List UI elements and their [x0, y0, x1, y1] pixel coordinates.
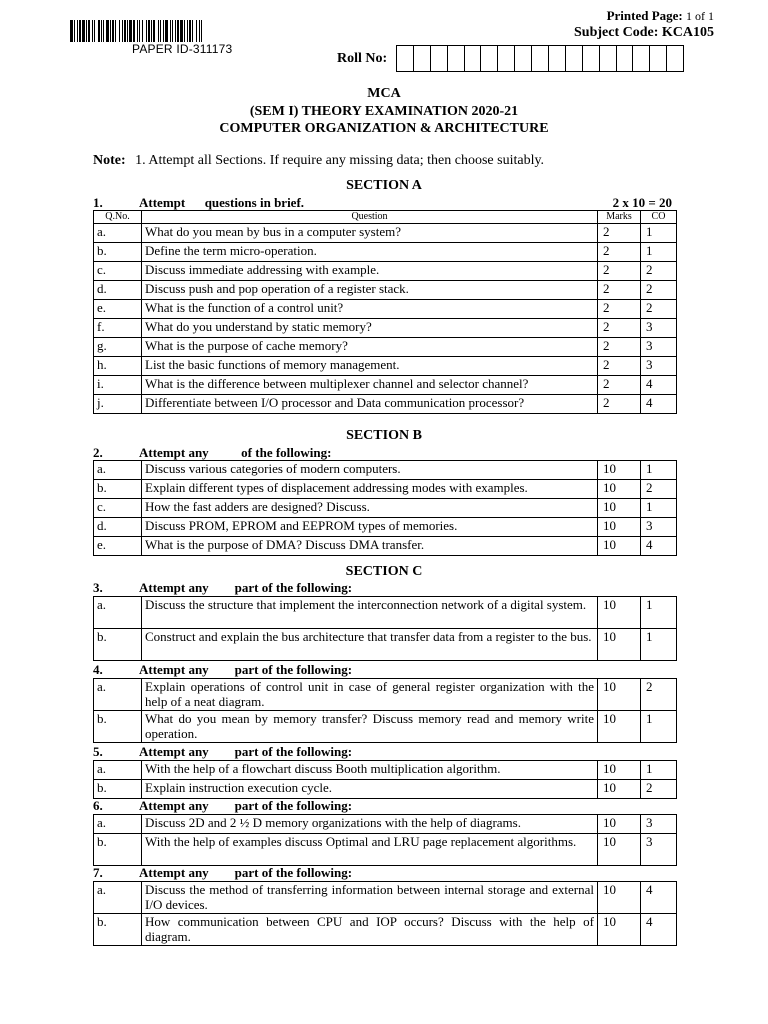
section-b-title: SECTION B: [346, 428, 422, 443]
q-number-cell: j.: [94, 395, 142, 414]
roll-box[interactable]: [497, 45, 515, 72]
roll-box[interactable]: [430, 45, 448, 72]
barcode-bar: [172, 20, 173, 42]
roll-box[interactable]: [616, 45, 634, 72]
co-cell: 3: [641, 518, 677, 537]
roll-box[interactable]: [480, 45, 498, 72]
co-cell: 1: [641, 711, 677, 743]
barcode-bar: [160, 20, 161, 42]
roll-box[interactable]: [396, 45, 414, 72]
program-title: MCA: [367, 86, 401, 101]
col-header-co: CO: [641, 211, 677, 224]
question-text-cell: What is the function of a control unit?: [142, 300, 598, 319]
question-instruction: Attempt any part of the following:: [139, 580, 353, 595]
marks-cell: 2: [598, 243, 641, 262]
section-a-title: SECTION A: [346, 178, 422, 193]
question-text-cell: Discuss various categories of modern computers.: [142, 461, 598, 480]
marks-cell: 10: [598, 882, 641, 914]
q-number-cell: d.: [94, 518, 142, 537]
roll-box[interactable]: [632, 45, 650, 72]
question-text-cell: Discuss the method of transferring information between internal storage and external I/O devices.: [142, 882, 598, 914]
question-row: [94, 319, 677, 338]
col-header-question: Question: [142, 211, 598, 224]
marks-cell: 10: [598, 480, 641, 499]
question-number: 4.: [93, 662, 103, 677]
question-text-cell: Differentiate between I/O processor and Data communication processor?: [142, 395, 598, 414]
question-row: [94, 243, 677, 262]
marks-cell: 10: [598, 461, 641, 480]
co-cell: 2: [641, 480, 677, 499]
roll-box[interactable]: [413, 45, 431, 72]
question-number: 3.: [93, 580, 103, 595]
question-text-cell: What do you mean by memory transfer? Discuss memory read and memory write operation.: [142, 711, 598, 743]
question-row: [94, 882, 677, 914]
question-text-cell: Discuss PROM, EPROM and EEPROM types of memories.: [142, 518, 598, 537]
col-header-qno: Q.No.: [94, 211, 142, 224]
co-cell: 2: [641, 300, 677, 319]
question-row: [94, 262, 677, 281]
marks-cell: 2: [598, 262, 641, 281]
marks-cell: 10: [598, 761, 641, 780]
question-instruction: Attempt any part of the following:: [139, 662, 353, 677]
question-text-cell: What is the difference between multiplexer channel and selector channel?: [142, 376, 598, 395]
question-number: 6.: [93, 798, 103, 813]
marks-cell: 10: [598, 499, 641, 518]
barcode-bar: [196, 20, 197, 42]
question-instruction: Attempt questions in brief.: [139, 195, 305, 210]
question-row: [94, 834, 677, 866]
question-text-cell: What do you mean by bus in a computer system?: [142, 224, 598, 243]
question-number: 5.: [93, 744, 103, 759]
q-number-cell: d.: [94, 281, 142, 300]
question-4-table: [93, 678, 677, 743]
marks-cell: 2: [598, 376, 641, 395]
co-cell: 2: [641, 780, 677, 799]
q-number-cell: a.: [94, 679, 142, 711]
question-7-table: [93, 881, 677, 946]
barcode-bar: [110, 20, 111, 42]
roll-box[interactable]: [514, 45, 532, 72]
roll-box[interactable]: [666, 45, 684, 72]
note: [93, 153, 544, 169]
question-text-cell: What do you understand by static memory?: [142, 319, 598, 338]
barcode-bar: [122, 20, 123, 42]
roll-box[interactable]: [548, 45, 566, 72]
barcode-bar: [148, 20, 150, 42]
q-number-cell: b.: [94, 480, 142, 499]
question-row: [94, 679, 677, 711]
question-row: [94, 761, 677, 780]
q-number-cell: e.: [94, 300, 142, 319]
question-1-heading: [93, 195, 676, 211]
barcode-bar: [129, 20, 132, 42]
barcode-bar: [101, 20, 102, 42]
question-row: [94, 597, 677, 629]
co-cell: 4: [641, 376, 677, 395]
barcode-bar: [119, 20, 120, 42]
question-text-cell: List the basic functions of memory management.: [142, 357, 598, 376]
marks-cell: 10: [598, 711, 641, 743]
question-3-heading: [93, 580, 676, 596]
marks-cell: 10: [598, 780, 641, 799]
roll-number-boxes[interactable]: [397, 45, 684, 72]
section-a-table: [93, 210, 677, 414]
co-cell: 4: [641, 395, 677, 414]
q-number-cell: b.: [94, 914, 142, 946]
barcode-bar: [94, 20, 95, 42]
question-row: [94, 224, 677, 243]
section-c-title: SECTION C: [345, 564, 423, 579]
question-row: [94, 499, 677, 518]
q-number-cell: b.: [94, 780, 142, 799]
q-number-cell: a.: [94, 761, 142, 780]
question-number: 2.: [93, 445, 103, 460]
barcode-bar: [184, 20, 185, 42]
question-row: [94, 537, 677, 556]
roll-box[interactable]: [531, 45, 549, 72]
question-row: [94, 395, 677, 414]
co-cell: 1: [641, 461, 677, 480]
question-instruction: Attempt any part of the following:: [139, 798, 353, 813]
col-header-marks: Marks: [598, 211, 641, 224]
question-3-table: [93, 596, 677, 661]
barcode-bar: [189, 20, 191, 42]
question-6-heading: [93, 798, 676, 814]
question-instruction: Attempt any part of the following:: [139, 865, 353, 880]
question-text-cell: Discuss push and pop operation of a register stack.: [142, 281, 598, 300]
q-number-cell: h.: [94, 357, 142, 376]
question-row: [94, 518, 677, 537]
roll-box[interactable]: [599, 45, 617, 72]
barcode-bar: [201, 20, 202, 42]
barcode-bar: [175, 20, 176, 42]
question-text-cell: Discuss immediate addressing with example.: [142, 262, 598, 281]
roll-number-label: Roll No:: [337, 51, 388, 66]
printed-page: [607, 8, 714, 24]
question-row: [94, 711, 677, 743]
barcode-bar: [137, 20, 138, 42]
question-7-heading: [93, 865, 676, 881]
question-5-table: [93, 760, 677, 799]
question-text-cell: Define the term micro-operation.: [142, 243, 598, 262]
barcode-bar: [70, 20, 73, 42]
note-label: Note:: [93, 153, 126, 168]
question-instruction: Attempt any part of the following:: [139, 744, 353, 759]
co-cell: 4: [641, 537, 677, 556]
marks-cell: 2: [598, 357, 641, 376]
marks-cell: 2: [598, 224, 641, 243]
barcode-bar: [127, 20, 128, 42]
marks-cell: 10: [598, 815, 641, 834]
question-row: [94, 480, 677, 499]
question-row: [94, 281, 677, 300]
barcode-bar: [124, 20, 126, 42]
barcode-bar: [177, 20, 179, 42]
question-text-cell: How the fast adders are designed? Discuss.: [142, 499, 598, 518]
barcode-bar: [165, 20, 168, 42]
marks-cell: 2: [598, 395, 641, 414]
marks-cell: 10: [598, 914, 641, 946]
question-text-cell: What is the purpose of DMA? Discuss DMA transfer.: [142, 537, 598, 556]
question-instruction: Attempt any of the following:: [139, 445, 332, 460]
question-2-heading: [93, 445, 676, 461]
q-number-cell: c.: [94, 499, 142, 518]
q-number-cell: a.: [94, 224, 142, 243]
paper-id: PAPER ID-311173: [132, 42, 233, 56]
q-number-cell: f.: [94, 319, 142, 338]
barcode-bar: [133, 20, 135, 42]
co-cell: 1: [641, 629, 677, 661]
question-row: [94, 461, 677, 480]
exam-title: (SEM I) THEORY EXAMINATION 2020-21: [249, 104, 519, 119]
question-text-cell: Discuss 2D and 2 ½ D memory organizations with the help of diagrams.: [142, 815, 598, 834]
barcode-bar: [192, 20, 193, 42]
question-text-cell: How communication between CPU and IOP occurs? Discuss with the help of diagram.: [142, 914, 598, 946]
question-row: [94, 376, 677, 395]
printed-page-value: 1 of 1: [686, 9, 714, 23]
q-number-cell: g.: [94, 338, 142, 357]
co-cell: 3: [641, 815, 677, 834]
question-row: [94, 629, 677, 661]
roll-box[interactable]: [565, 45, 583, 72]
question-6-table: [93, 814, 677, 866]
barcode-bar: [103, 20, 104, 42]
question-5-heading: [93, 744, 676, 760]
printed-page-label: Printed Page:: [606, 8, 683, 23]
barcode-bar: [199, 20, 200, 42]
q-number-cell: b.: [94, 243, 142, 262]
co-cell: 3: [641, 357, 677, 376]
q-number-cell: a.: [94, 815, 142, 834]
marks-scheme: 2 x 10 = 20: [612, 195, 672, 210]
barcode-bar: [74, 20, 75, 42]
co-cell: 3: [641, 834, 677, 866]
marks-cell: 10: [598, 518, 641, 537]
q-number-cell: b.: [94, 834, 142, 866]
barcode-bar: [170, 20, 171, 42]
question-row: [94, 300, 677, 319]
q-number-cell: a.: [94, 461, 142, 480]
question-text-cell: With the help of examples discuss Optimal and LRU page replacement algorithms.: [142, 834, 598, 866]
question-number: 1.: [93, 195, 103, 210]
roll-box[interactable]: [464, 45, 482, 72]
barcode-bar: [187, 20, 188, 42]
co-cell: 1: [641, 597, 677, 629]
question-row: [94, 357, 677, 376]
marks-cell: 10: [598, 629, 641, 661]
barcode-bar: [112, 20, 114, 42]
barcode-bar: [153, 20, 155, 42]
co-cell: 4: [641, 914, 677, 946]
marks-cell: 2: [598, 281, 641, 300]
roll-box[interactable]: [649, 45, 667, 72]
barcode-bar: [163, 20, 164, 42]
question-text-cell: Construct and explain the bus architecture that transfer data from a register to the bus.: [142, 629, 598, 661]
marks-cell: 10: [598, 679, 641, 711]
co-cell: 4: [641, 882, 677, 914]
barcode-bar: [79, 20, 81, 42]
subject-title: COMPUTER ORGANIZATION & ARCHITECTURE: [219, 121, 549, 136]
section-b-table: [93, 460, 677, 556]
roll-box[interactable]: [582, 45, 600, 72]
q-number-cell: i.: [94, 376, 142, 395]
barcode-bar: [86, 20, 87, 42]
q-number-cell: b.: [94, 629, 142, 661]
co-cell: 1: [641, 243, 677, 262]
marks-cell: 10: [598, 597, 641, 629]
co-cell: 1: [641, 761, 677, 780]
co-cell: 3: [641, 319, 677, 338]
co-cell: 3: [641, 338, 677, 357]
marks-cell: 10: [598, 834, 641, 866]
question-row: [94, 780, 677, 799]
barcode-bar: [142, 20, 143, 42]
question-text-cell: With the help of a flowchart discuss Booth multiplication algorithm.: [142, 761, 598, 780]
question-row: [94, 815, 677, 834]
barcode-bar: [139, 20, 140, 42]
marks-cell: 10: [598, 537, 641, 556]
co-cell: 2: [641, 262, 677, 281]
co-cell: 1: [641, 224, 677, 243]
barcode-bar: [82, 20, 85, 42]
question-text-cell: Discuss the structure that implement the interconnection network of a digital system.: [142, 597, 598, 629]
question-row: [94, 338, 677, 357]
marks-cell: 2: [598, 300, 641, 319]
q-number-cell: e.: [94, 537, 142, 556]
barcode-bar: [106, 20, 109, 42]
question-4-heading: [93, 662, 676, 678]
roll-box[interactable]: [447, 45, 465, 72]
marks-cell: 2: [598, 338, 641, 357]
barcode-bar: [92, 20, 93, 42]
question-text-cell: What is the purpose of cache memory?: [142, 338, 598, 357]
barcode-image: [70, 20, 298, 42]
barcode-bar: [146, 20, 147, 42]
barcode-bar: [77, 20, 78, 42]
co-cell: 2: [641, 281, 677, 300]
question-text-cell: Explain operations of control unit in case of general register organization with the help of a neat diagram.: [142, 679, 598, 711]
note-text: 1. Attempt all Sections. If require any missing data; then choose suitably.: [135, 153, 545, 168]
q-number-cell: c.: [94, 262, 142, 281]
question-number: 7.: [93, 865, 103, 880]
barcode-bar: [151, 20, 152, 42]
subject-code: Subject Code: KCA105: [574, 25, 714, 40]
question-text-cell: Explain instruction execution cycle.: [142, 780, 598, 799]
q-number-cell: b.: [94, 711, 142, 743]
question-text-cell: Explain different types of displacement addressing modes with examples.: [142, 480, 598, 499]
barcode-bar: [115, 20, 116, 42]
co-cell: 1: [641, 499, 677, 518]
question-row: [94, 914, 677, 946]
q-number-cell: a.: [94, 882, 142, 914]
co-cell: 2: [641, 679, 677, 711]
q-number-cell: a.: [94, 597, 142, 629]
barcode-bar: [180, 20, 183, 42]
barcode-bar: [88, 20, 90, 42]
barcode-bar: [98, 20, 100, 42]
barcode-bar: [158, 20, 159, 42]
marks-cell: 2: [598, 319, 641, 338]
